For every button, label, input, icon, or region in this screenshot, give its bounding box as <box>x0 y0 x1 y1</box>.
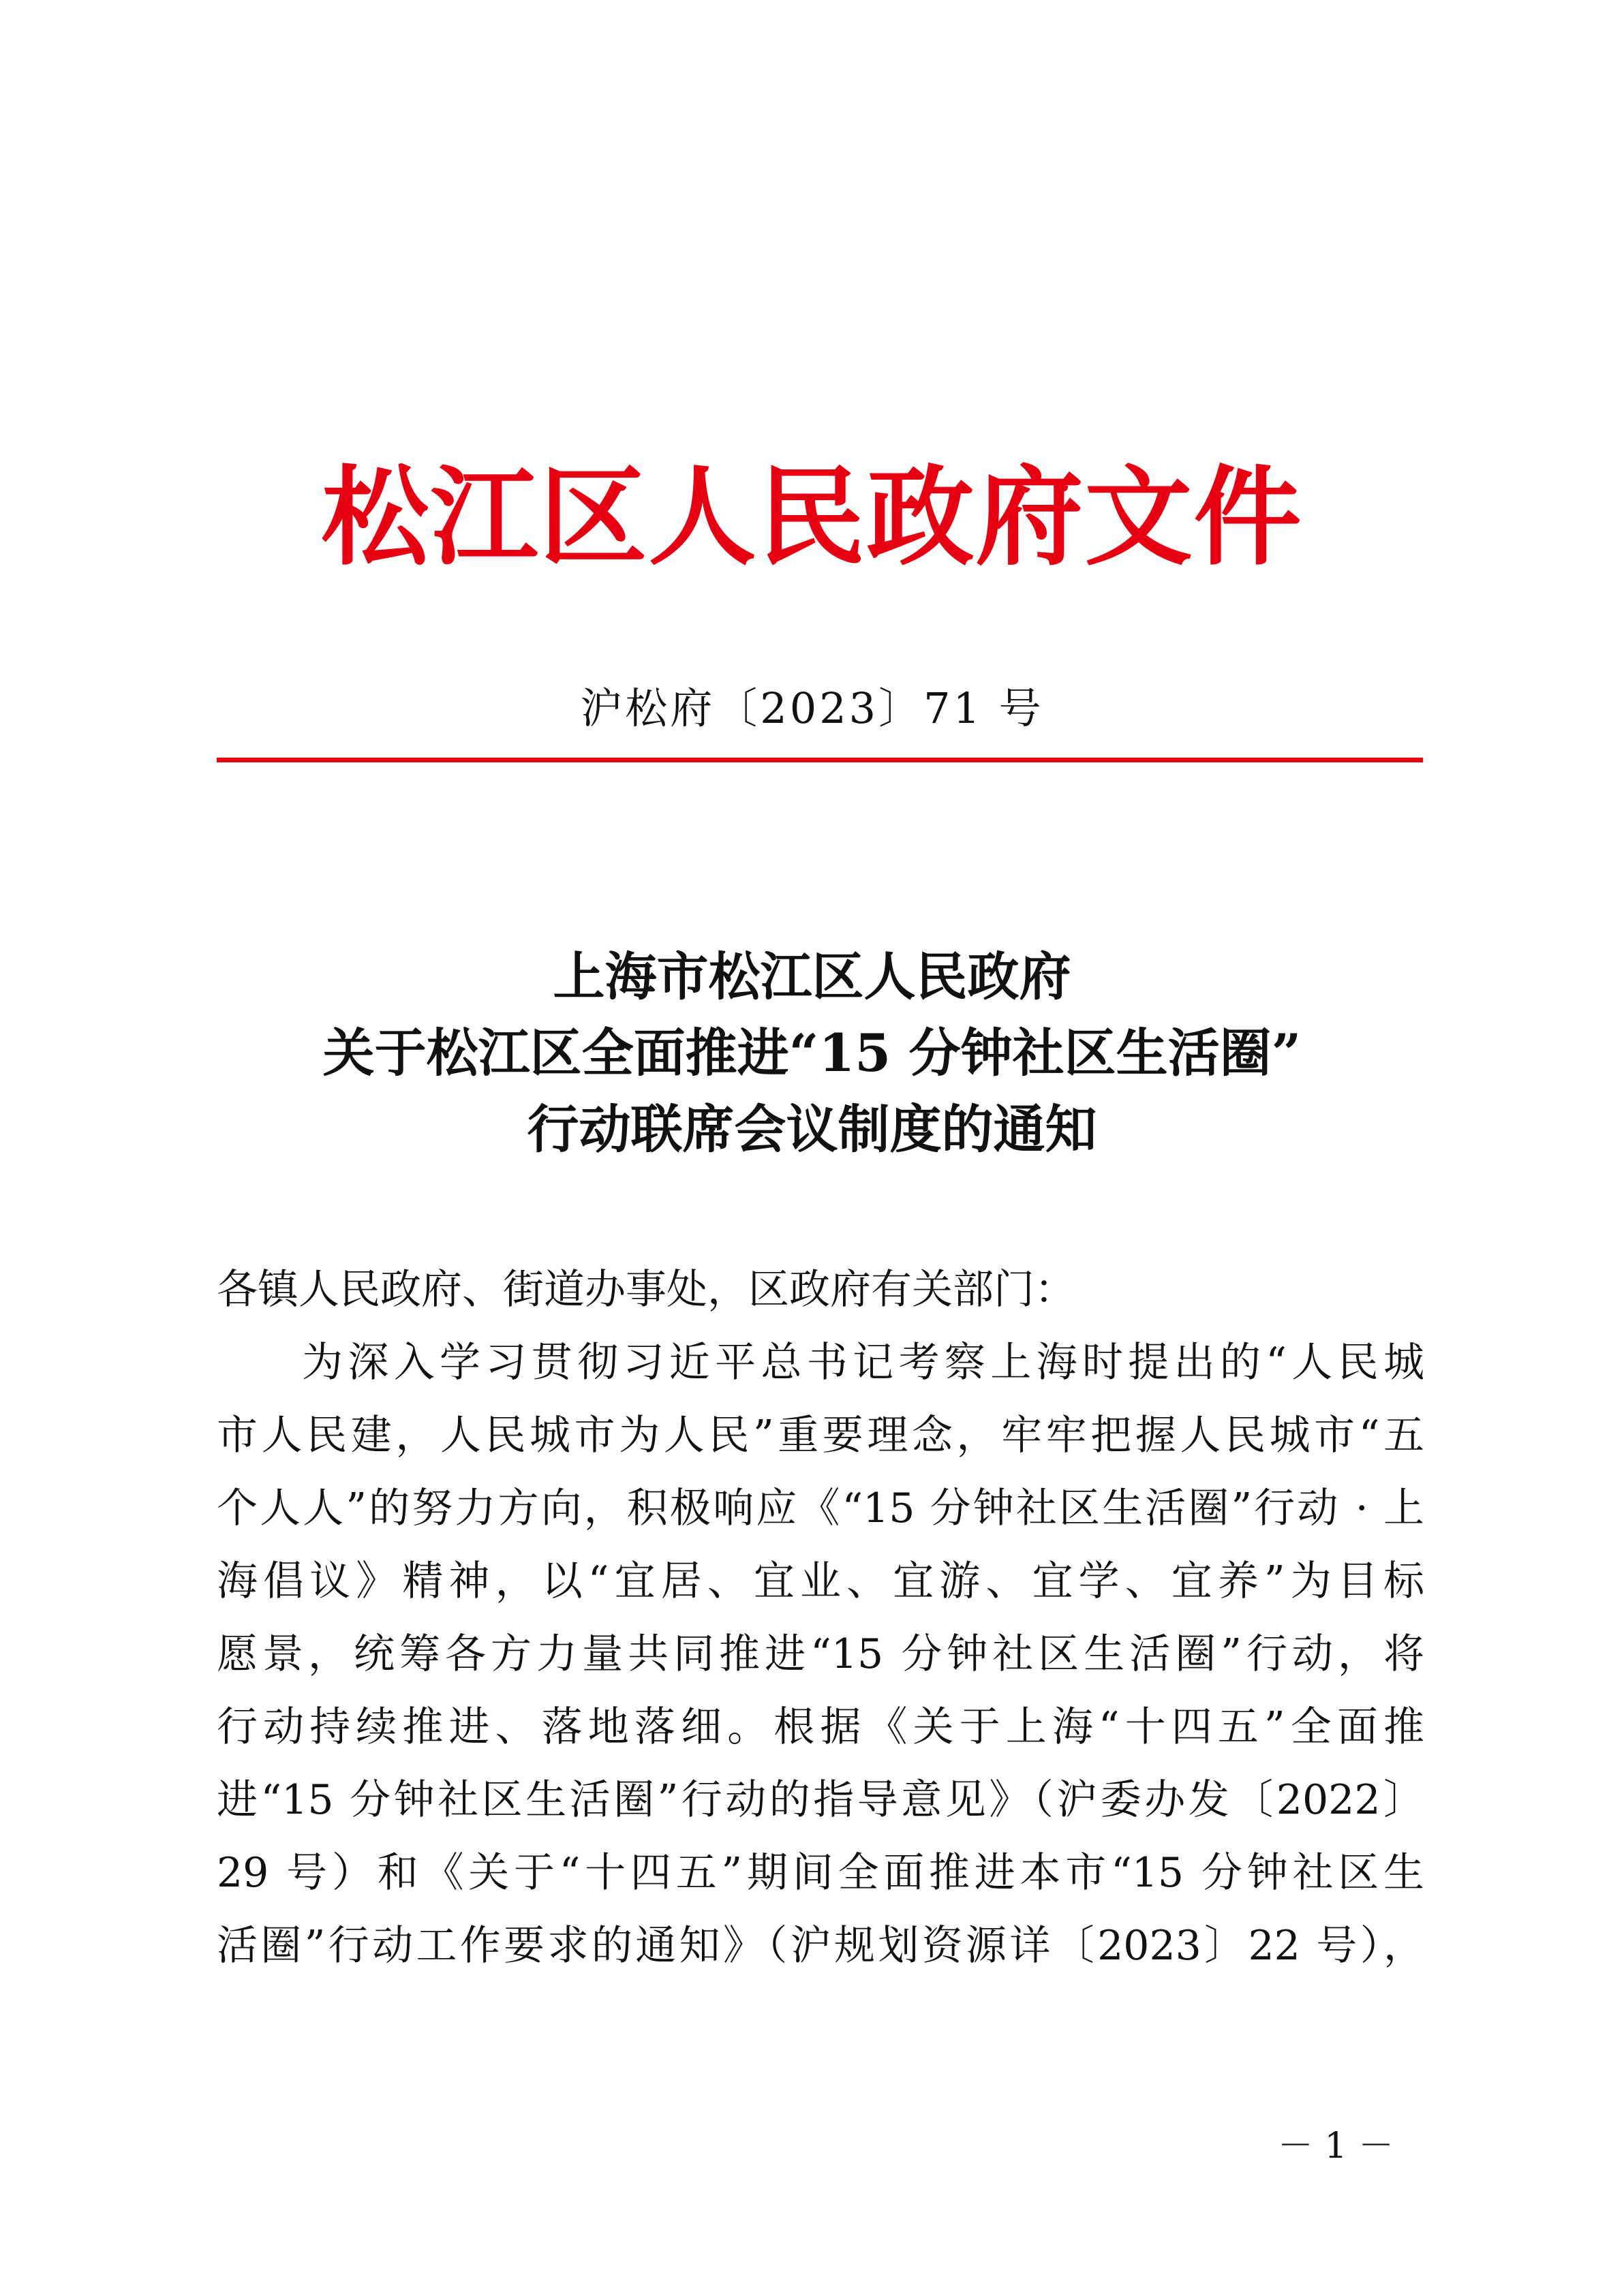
document-number: 沪松府〔2023〕71 号 <box>580 683 1044 733</box>
title-line-3: 行动联席会议制度的通知 <box>527 1099 1097 1160</box>
paragraph-line-2: 市人民建，人民城市为人民”重要理念，牢牢把握人民城市“五 <box>217 1412 1424 1459</box>
paragraph-line-9: 活圈”行动工作要求的通知》（沪规划资源详〔2023〕22 号）， <box>217 1922 1424 1970</box>
paragraph-line-7: 进“15 分钟社区生活圈”行动的指导意见》（沪委办发〔2022〕 <box>217 1776 1424 1824</box>
document-title <box>0 939 1624 1168</box>
paragraph-line-1: 为深入学习贯彻习近平总书记考察上海时提出的“人民城 <box>302 1339 1424 1386</box>
paragraph-line-6: 行动持续推进、落地落细。根据《关于上海“十四五”全面推 <box>217 1703 1424 1751</box>
paragraph-line-4: 海倡议》精神，以“宜居、宜业、宜游、宜学、宜养”为目标 <box>217 1557 1424 1605</box>
paragraph-line-5: 愿景，统筹各方力量共同推进“15 分钟社区生活圈”行动，将 <box>217 1630 1424 1678</box>
document-body <box>217 1254 1424 1983</box>
salutation: 各镇人民政府、街道办事处，区政府有关部门： <box>217 1266 1075 1314</box>
title-line-2: 关于松江区全面推进“15 分钟社区生活圈” <box>322 1023 1302 1083</box>
paragraph-line-8: 29 号）和《关于“十四五”期间全面推进本市“15 分钟社区生 <box>217 1849 1424 1897</box>
issuer-masthead-title: 松江区人民政府文件 <box>321 454 1303 580</box>
red-divider-rule <box>217 758 1423 762</box>
paragraph-line-3: 个人人”的努力方向，积极响应《“15 分钟社区生活圈”行动 · 上 <box>217 1485 1424 1532</box>
title-line-1: 上海市松江区人民政府 <box>553 946 1071 1007</box>
page-number: － 1 － <box>1277 2126 1394 2167</box>
